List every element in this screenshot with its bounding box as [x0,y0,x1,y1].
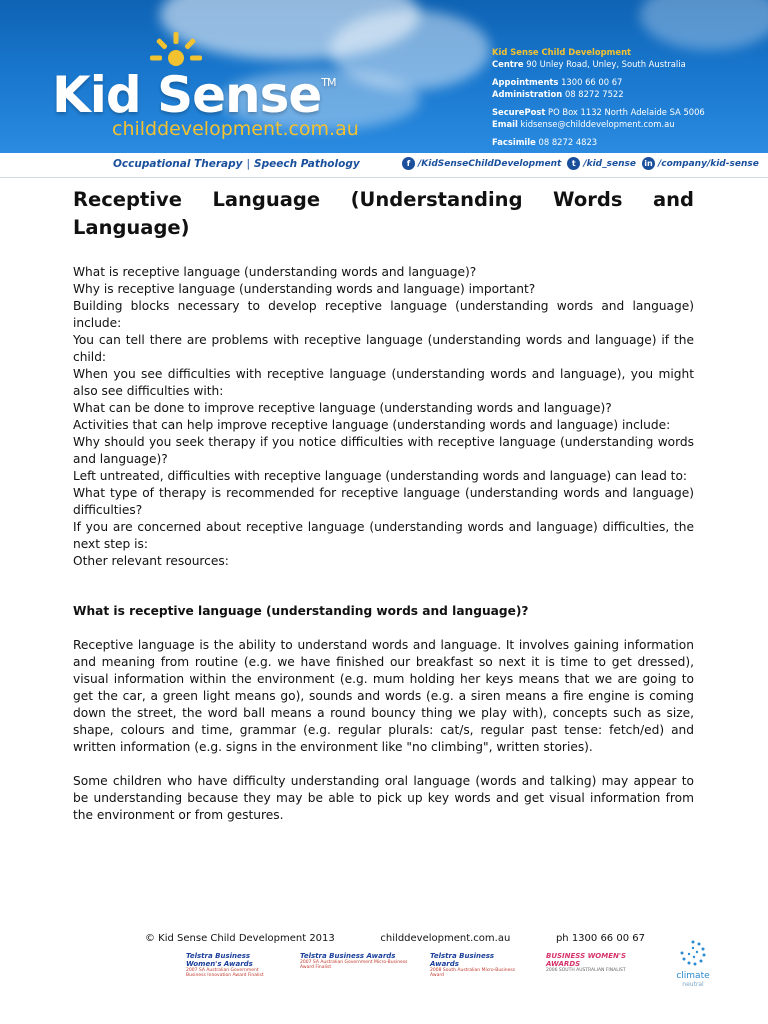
service-separator: | [246,158,251,170]
securepost-line [492,106,705,118]
contents-item: Activities that can help improve receptive language (understanding words and language) include: [73,418,671,432]
centre-value: 90 Unley Road, Unley, South Australia [526,59,686,69]
contents-item: Left untreated, difficulties with receptive language (understanding words and language) can lead to: [73,469,688,483]
administration-label: Administration [492,89,563,99]
appointments-label: Appointments [492,77,559,87]
award-logo [186,952,276,990]
contents-item: What can be done to improve receptive language (understanding words and language)? [73,401,612,415]
award-subtitle: 2007 SA Australian Government Business Innovation Award Finalist [186,968,264,978]
centre-label: Centre [492,59,524,69]
facebook-link[interactable] [402,157,561,170]
contents-item: Why is receptive language (understanding words and language) important? [73,282,536,296]
award-logo [546,952,646,990]
services-bar [0,153,768,178]
award-title: Telstra Business Awards [430,952,495,968]
award-title: Telstra Business Women's Awards [186,952,253,968]
facebook-icon: f [402,157,415,170]
email-label: Email [492,119,518,129]
appointments-value: 1300 66 00 67 [561,77,623,87]
award-title: BUSINESS WOMEN'S AWARDS [546,952,627,968]
facsimile-line [492,136,705,148]
award-subtitle: 2007 SA Australian Government Micro-Business Award Finalist [300,960,408,970]
facebook-handle: /KidSenseChildDevelopment [418,158,562,169]
section-heading: What is receptive language (understanding words and language)? [73,604,529,618]
award-logo [430,952,522,990]
securepost-value: PO Box 1132 North Adelaide SA 5006 [548,107,705,117]
administration-line [492,88,705,100]
document-body [73,186,694,824]
appointments-line [492,76,705,88]
contents-list [73,264,694,570]
award-logo [300,952,408,990]
climate-neutral-logo [668,938,718,990]
logo-trademark: TM [321,76,336,89]
contents-item: When you see difficulties with receptive language (understanding words and language), you might also see difficulties with: [73,367,694,398]
footer-website-link[interactable]: childdevelopment.com.au [380,933,511,944]
service-occupational-therapy: Occupational Therapy [113,158,243,170]
logo-url[interactable]: childdevelopment.com.au [112,118,359,140]
linkedin-link[interactable] [642,157,759,170]
email-link[interactable]: kidsense@childdevelopment.com.au [520,119,675,129]
linkedin-handle: /company/kid-sense [657,158,759,169]
award-title: Telstra Business Awards [300,952,396,960]
contents-item: You can tell there are problems with receptive language (understanding words and language) if the child: [73,333,694,364]
email-line [492,118,705,130]
contact-block [492,46,705,148]
contents-item: If you are concerned about receptive language (understanding words and language) difficulties, the next step is: [73,520,694,551]
contents-item: Why should you seek therapy if you notice difficulties with receptive language (understanding words and language)? [73,435,694,466]
footer-line [145,933,645,944]
header-banner [0,0,768,153]
copyright-text: © Kid Sense Child Development 2013 [145,933,335,944]
facsimile-value: 08 8272 4823 [538,137,598,147]
contents-item: Other relevant resources: [73,554,229,568]
logo-wordmark [52,66,336,124]
footer-phone: ph 1300 66 00 67 [555,933,645,944]
climate-word: climate [676,971,710,981]
neutral-word: neutral [682,981,704,988]
facsimile-label: Facsimile [492,137,536,147]
social-links [402,157,765,170]
awards-strip [180,952,650,992]
services-list [113,158,360,170]
award-subtitle: 2006 SOUTH AUSTRALIAN FINALIST [546,968,626,973]
org-name: Kid Sense Child Development [492,47,632,57]
document-title: Receptive Language (Understanding Words and Language) [73,188,694,239]
administration-value: 08 8272 7522 [564,89,624,99]
service-speech-pathology: Speech Pathology [254,158,360,170]
body-paragraph: Receptive language is the ability to understand words and language. It involves gaining information and meaning from routine (e.g. we have finished our breakfast so next it is time to get dressed), visual information within the environment (e.g. mum holding her keys means that we are going to get the car, a green light means go), sounds and words (e.g. a siren means a fire engine is coming down the street, the word ball means a round bouncy thing we play with), concepts such as size, shape, colours and time, grammar (e.g. regular plurals: cat/s, regular past tense: fetch/ed) and written information (e.g. signs in the environment like "no climbing", written stories). [73,638,694,754]
body-paragraph: Some children who have difficulty understanding oral language (words and talking) may appear to be understanding because they may be able to pick up key words and get visual information from the environment or from gestures. [73,774,694,822]
contents-item: Building blocks necessary to develop receptive language (understanding words and language) include: [73,299,694,330]
twitter-link[interactable] [567,157,636,170]
cloud-decoration [640,0,768,50]
award-subtitle: 2008 South Australian Micro-Business Award [430,968,516,978]
contents-item: What is receptive language (understanding words and language)? [73,265,477,279]
twitter-handle: /kid_sense [583,158,636,169]
securepost-label: SecurePost [492,107,546,117]
logo-name: Kid Sense [52,66,322,124]
contents-item: What type of therapy is recommended for receptive language (understanding words and language) difficulties? [73,486,694,517]
linkedin-icon: in [642,157,655,170]
centre-line [492,58,705,70]
climate-dots-icon [678,938,708,968]
twitter-icon: t [567,157,580,170]
